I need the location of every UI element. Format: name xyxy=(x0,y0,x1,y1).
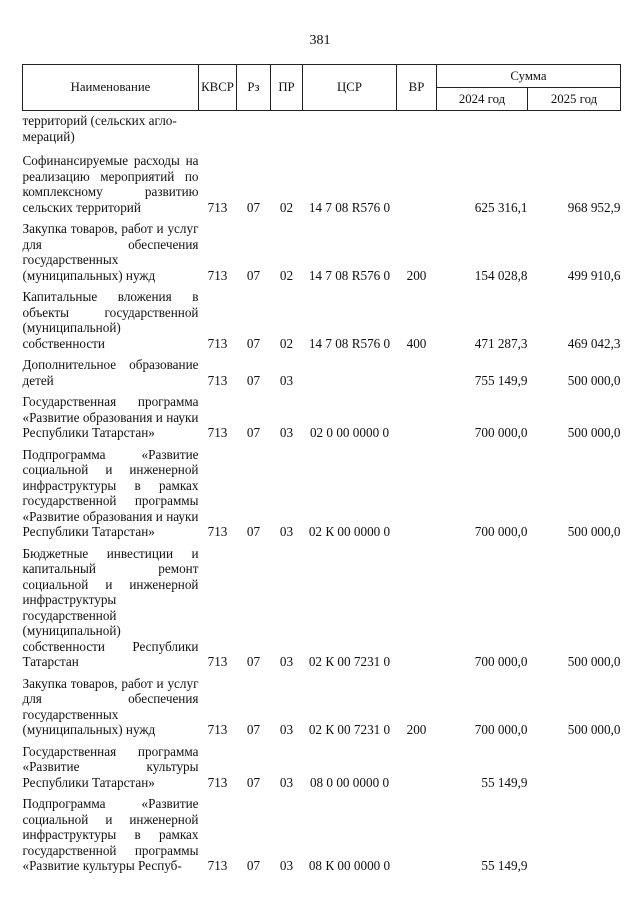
cell-csr: 14 7 08 R576 0 xyxy=(308,267,391,283)
cell-amount-2025: 500 000,0 xyxy=(567,524,621,539)
cell-rz: 07 xyxy=(246,372,261,388)
cell-csr: 08 К 00 0000 0 xyxy=(308,858,391,873)
cell-amount-2024: 700 000,0 xyxy=(474,425,528,440)
cell-csr: 02 0 00 0000 0 xyxy=(309,425,390,440)
cell-csr: 02 К 00 7231 0 xyxy=(308,654,391,669)
cell-csr: 14 7 08 R576 0 xyxy=(308,335,391,351)
cell-amount-2025 xyxy=(528,796,621,874)
cell-pr: 02 xyxy=(279,199,294,215)
table-row xyxy=(23,796,621,874)
cell-rz: 07 xyxy=(246,654,261,669)
cell-csr xyxy=(303,357,397,388)
cell-amount-2025: 968 952,9 xyxy=(567,199,621,215)
table-header xyxy=(23,65,621,111)
cell-kvsr: 713 xyxy=(207,372,228,388)
cell-amount-2025: 500 000,0 xyxy=(567,372,621,388)
column-header-vr: ВР xyxy=(397,65,437,111)
cell-vr: 400 xyxy=(406,335,427,351)
cell-amount-2025: 500 000,0 xyxy=(567,722,621,737)
cell-kvsr xyxy=(199,111,237,145)
cell-name: Государственная программа «Развитие культуры Республики Татарстан» xyxy=(22,743,199,790)
cell-kvsr: 713 xyxy=(207,774,228,790)
table-row xyxy=(23,394,621,441)
column-header-2024: 2024 год xyxy=(437,88,528,111)
cell-amount-2024: 55 149,9 xyxy=(481,774,528,790)
cell-pr: 02 xyxy=(279,267,294,283)
cell-amount-2024: 471 287,3 xyxy=(474,335,528,351)
cell-vr xyxy=(397,394,437,441)
cell-amount-2024: 700 000,0 xyxy=(474,654,528,669)
table-row xyxy=(23,153,621,215)
cell-vr xyxy=(397,111,437,145)
cell-amount-2025: 469 042,3 xyxy=(567,335,621,351)
cell-amount-2025 xyxy=(528,111,621,145)
cell-rz: 07 xyxy=(246,425,261,440)
cell-amount-2025: 500 000,0 xyxy=(567,654,621,669)
column-header-sum: Сумма xyxy=(437,65,621,88)
cell-rz: 07 xyxy=(246,774,261,790)
column-header-pr: ПР xyxy=(271,65,303,111)
cell-kvsr: 713 xyxy=(207,858,228,873)
cell-name: Капитальные вложения в объекты государственной (муниципальной) собственности xyxy=(22,289,199,351)
cell-csr: 02 К 00 7231 0 xyxy=(308,722,391,737)
cell-kvsr: 713 xyxy=(207,335,228,351)
cell-pr: 03 xyxy=(279,774,294,790)
table-row xyxy=(23,676,621,738)
row-spacer xyxy=(23,144,621,153)
cell-rz: 07 xyxy=(246,722,261,737)
cell-amount-2024: 55 149,9 xyxy=(481,858,528,873)
cell-vr xyxy=(397,153,437,215)
cell-csr: 08 0 00 0000 0 xyxy=(309,774,390,790)
cell-amount-2024: 154 028,8 xyxy=(474,267,528,283)
table-row xyxy=(23,546,621,670)
cell-rz: 07 xyxy=(246,267,261,283)
column-header-kvsr: КВСР xyxy=(199,65,237,111)
cell-name: Дополнительное образование детей xyxy=(22,357,199,388)
cell-name: Закупка товаров, работ и услуг для обеспечения государственных (муниципальных) нужд xyxy=(22,675,199,737)
table-row xyxy=(23,744,621,791)
cell-rz xyxy=(237,111,271,145)
cell-kvsr: 713 xyxy=(207,524,228,539)
cell-amount-2024: 625 316,1 xyxy=(474,199,528,215)
cell-pr: 03 xyxy=(279,722,294,737)
cell-vr xyxy=(397,796,437,874)
cell-amount-2024: 755 149,9 xyxy=(474,372,528,388)
table-row xyxy=(23,289,621,351)
cell-amount-2025 xyxy=(528,744,621,791)
column-header-2025: 2025 год xyxy=(528,88,621,111)
cell-vr xyxy=(397,357,437,388)
cell-kvsr: 713 xyxy=(207,425,228,440)
budget-table xyxy=(22,64,621,874)
cell-vr: 200 xyxy=(406,722,427,737)
cell-kvsr: 713 xyxy=(207,722,228,737)
column-header-rz: Рз xyxy=(237,65,271,111)
cell-pr xyxy=(271,111,303,145)
column-header-name: Наименование xyxy=(23,65,199,111)
table-row xyxy=(23,221,621,283)
cell-vr xyxy=(397,447,437,540)
table-row xyxy=(23,111,621,145)
cell-amount-2024: 700 000,0 xyxy=(474,722,528,737)
cell-vr xyxy=(397,546,437,670)
cell-pr: 03 xyxy=(279,425,294,440)
table-row xyxy=(23,447,621,540)
table-body xyxy=(23,111,621,874)
cell-name: территорий (сельских агло- мераций) xyxy=(22,113,177,144)
table-row xyxy=(23,357,621,388)
cell-kvsr: 713 xyxy=(207,654,228,669)
cell-pr: 03 xyxy=(279,524,294,539)
cell-rz: 07 xyxy=(246,524,261,539)
cell-name: Бюджетные инвестиции и капитальный ремонт социальной и инженерной инфраструктуры государственной (муниципальной) собственности Республики Татарстан xyxy=(22,545,199,669)
cell-amount-2025: 500 000,0 xyxy=(567,425,621,440)
cell-amount-2025: 499 910,6 xyxy=(567,267,621,283)
cell-pr: 03 xyxy=(279,654,294,669)
cell-name: Закупка товаров, работ и услуг для обеспечения государственных (муниципальных) нужд xyxy=(22,221,199,283)
cell-pr: 03 xyxy=(279,372,294,388)
cell-name: Софинансируемые расходы на реализацию мероприятий по комплексному развитию сельских территорий xyxy=(22,153,199,215)
cell-rz: 07 xyxy=(246,858,261,873)
cell-vr: 200 xyxy=(406,267,427,283)
cell-name: Подпрограмма «Развитие социальной и инженерной инфраструктуры в рамках государственной программы «Развитие образования и науки Республики Татарстан» xyxy=(22,446,199,539)
cell-pr: 02 xyxy=(279,335,294,351)
cell-csr xyxy=(303,111,397,145)
cell-csr: 14 7 08 R576 0 xyxy=(308,199,391,215)
cell-amount-2024: 700 000,0 xyxy=(474,524,528,539)
cell-name: Подпрограмма «Развитие социальной и инженерной инфраструктуры в рамках государственной программы «Развитие культуры Респуб- xyxy=(22,796,199,873)
cell-name: Государственная программа «Развитие образования и науки Республики Татарстан» xyxy=(22,394,199,440)
cell-vr xyxy=(397,744,437,791)
cell-csr: 02 К 00 0000 0 xyxy=(308,524,391,539)
column-header-csr: ЦСР xyxy=(303,65,397,111)
cell-rz: 07 xyxy=(246,199,261,215)
cell-pr: 03 xyxy=(279,858,294,873)
cell-rz: 07 xyxy=(246,335,261,351)
cell-amount-2024 xyxy=(437,111,528,145)
page-number: 381 xyxy=(309,33,331,48)
cell-kvsr: 713 xyxy=(207,267,228,283)
cell-kvsr: 713 xyxy=(207,199,228,215)
